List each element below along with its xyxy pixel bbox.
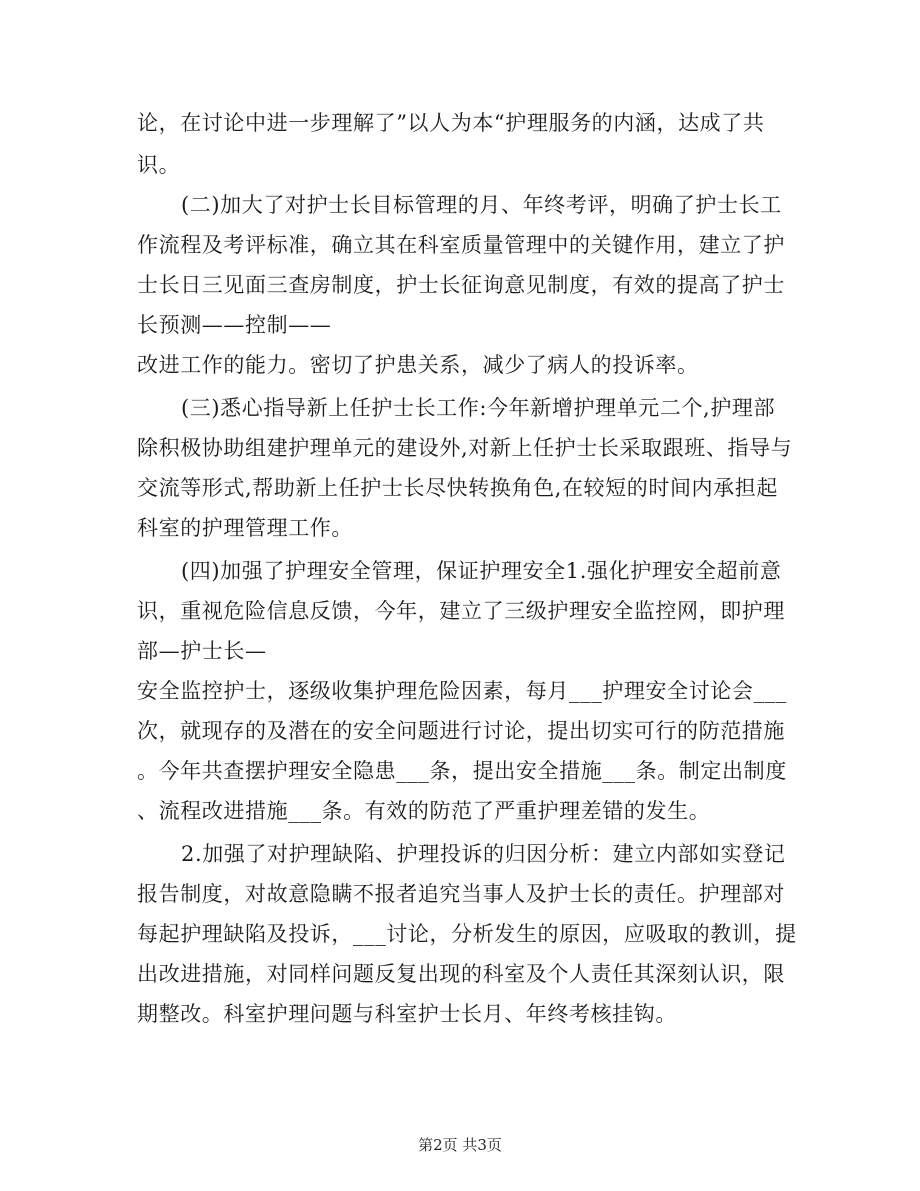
text-line: 士长日三见面三查房制度，护士长征询意见制度，有效的提高了护士 <box>137 273 785 297</box>
text-line: 、流程改进措施___条。有效的防范了严重护理差错的发生。 <box>137 799 711 823</box>
paragraph-first-line: 2.加强了对护理缺陷、护理投诉的归因分析：建立内部如实登记 <box>181 842 786 866</box>
text-line: 长预测——控制—— <box>137 313 332 337</box>
page-number-footer: 第2页 共3页 <box>418 1136 502 1154</box>
text-line: 报告制度，对故意隐瞒不报者追究当事人及护士长的责任。护理部对 <box>137 882 785 906</box>
text-line: 交流等形式,帮助新上任护士长尽快转换角色,在较短的时间内承担起 <box>137 476 778 500</box>
text-line: 科室的护理管理工作。 <box>137 516 353 540</box>
text-line: 改进工作的能力。密切了护患关系，减少了病人的投诉率。 <box>137 353 699 377</box>
text-line: 部—护士长— <box>137 639 267 663</box>
text-line: 期整改。科室护理问题与科室护士长月、年终考核挂钩。 <box>137 1002 677 1026</box>
text-line: 识。 <box>137 153 181 177</box>
text-line: 安全监控护士，逐级收集护理危险因素，每月___护理安全讨论会___ <box>137 679 787 703</box>
paragraph-first-line: (三)悉心指导新上任护士长工作:今年新增护理单元二个,护理部 <box>181 396 776 420</box>
text-line: 出改进措施，对同样问题反复出现的科室及个人责任其深刻认识，限 <box>137 962 785 986</box>
paragraph-first-line: (四)加强了护理安全管理，保证护理安全1.强化护理安全超前意 <box>181 559 782 583</box>
text-line: 每起护理缺陷及投诉，___讨论，分析发生的原因，应吸取的教训，提 <box>137 922 797 946</box>
text-line: 识，重视危险信息反馈，今年，建立了三级护理安全监控网，即护理 <box>137 599 785 623</box>
text-line: 除积极协助组建护理单元的建设外,对新上任护士长采取跟班、指导与 <box>137 436 793 460</box>
paragraph-first-line: (二)加大了对护士长目标管理的月、年终考评，明确了护士长工 <box>181 193 782 217</box>
text-line: 作流程及考评标准，确立其在科室质量管理中的关键作用，建立了护 <box>137 233 785 257</box>
text-line: 。今年共查摆护理安全隐患___条，提出安全措施___条。制定出制度 <box>137 759 787 783</box>
text-line: 论，在讨论中进一步理解了”以人为本“护理服务的内涵，达成了共 <box>137 111 765 135</box>
text-line: 次，就现存的及潜在的安全问题进行讨论，提出切实可行的防范措施 <box>137 719 785 743</box>
